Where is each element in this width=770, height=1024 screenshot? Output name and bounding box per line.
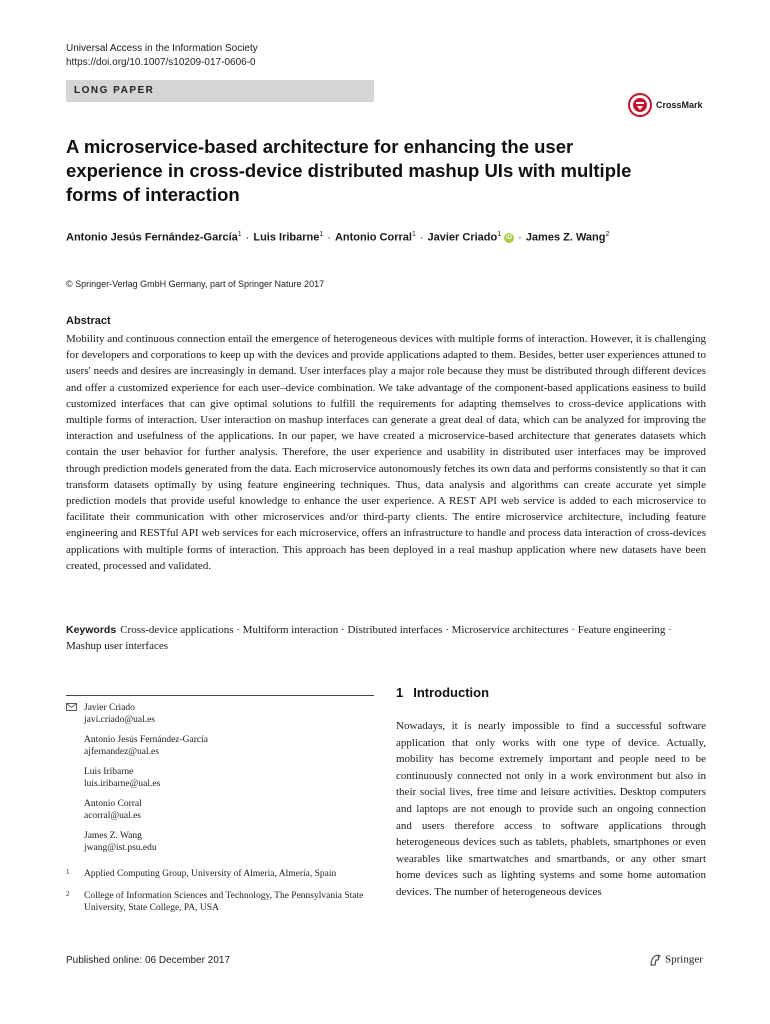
keywords-text: Cross-device applications · Multiform interaction · Distributed interfaces · Microservice architectures · Feature engineering · Mashup user interfaces	[66, 624, 672, 653]
author-separator: ·	[419, 231, 424, 244]
affiliation-entry	[66, 868, 366, 880]
affiliation-entry	[66, 890, 366, 914]
contact-entry	[66, 734, 366, 758]
affiliation-text: College of Information Sciences and Technology, The Pennsylvania State University, State College, PA, USA	[84, 891, 364, 913]
section-heading	[396, 685, 489, 700]
contact-entry	[66, 702, 366, 726]
author-name: Antonio Jesús Fernández-García	[66, 231, 238, 244]
contact-email[interactable]: ajfernandez@ual.es	[84, 747, 159, 757]
section-title: Introduction	[413, 685, 490, 700]
author-list	[66, 227, 706, 246]
introduction-text: Nowadays, it is nearly impossible to find a successful software application that only works with one type of device. Actually, mobility has become extremely important and people need to be continuously connected not only in a work environment but also in their social lives, free time and leisure activities. Desktop computers and laptops are not enough to provide such an ongoing connection and users therefore access to software applications through heterogeneous devices such as tablets, phablets, smartphones or even wearables like smartwatches and smartbands, or any other smart home devices such as lighting systems and some home automation devices. The number of heterogeneous devices	[396, 720, 706, 898]
contact-name: Javier Criado	[84, 703, 135, 713]
affiliation-number: 1	[66, 868, 70, 876]
journal-header	[66, 42, 258, 70]
section-number: 1	[396, 685, 404, 700]
author-affiliation-mark: 2	[605, 231, 610, 238]
author-separator: ·	[518, 231, 522, 244]
keywords-section	[66, 622, 706, 654]
orcid-icon[interactable]: iD	[506, 234, 513, 241]
author-affiliation-mark: 1	[319, 231, 324, 238]
affiliation-text: Applied Computing Group, University of Almeria, Almería, Spain	[84, 869, 337, 879]
crossmark-badge[interactable]	[628, 92, 710, 120]
article-type-label: LONG PAPER	[74, 85, 155, 96]
crossmark-icon	[628, 93, 652, 117]
author-separator: ·	[245, 231, 250, 244]
contact-email[interactable]: acorral@ual.es	[84, 811, 142, 821]
abstract-text: Mobility and continuous connection entail the emergence of heterogeneous devices with multiple forms of interaction. However, it is challenging for developers and corporations to keep up with the devices and provide applications adapted to them. Besides, better user experiences attuned to users' needs and desires are increasingly in demand. User interfaces play a major role because they must be distributed through different devices and offer a customized experience for each user–device combination. We take advantage of the component-based applications easiness to build customized interfaces that can give optimal solutions to fulfill the requirements for adapting themselves to cross-device applications with multiple forms of interaction. User interaction on mashup interfaces can generate a great deal of data, which can be analyzed for improving the interaction and usefulness of the applications. In our paper, we have created a microservice-based architecture that generates datasets which contain the user behavior for further analysis. Therefore, the user experience and usability in distributed user interfaces may be improved through prediction models generated from the data. Each microservice autonomously fetches its own data and performs consistently so that it can transform datasets optimally by using feature engineering techniques. Thus, data analysis and algorithms can create accurate yet simple prediction models that provide useful knowledge to enhance the user experience. A REST API web service is added to each microservice to facilitate their communication with other microservices and/or third-party clients. The entire microservice architecture, including feature engineering and RESTful API web services for each microservice, offers an infrastructure to handle and process data interaction of cross-devices applications with multiple forms of interaction. This approach has been deployed in a real mashup application where new datasets have been created, processed and validated.	[66, 333, 706, 572]
contact-entry	[66, 766, 366, 790]
springer-horse-icon	[648, 953, 662, 967]
correspondence-block	[66, 702, 366, 922]
contact-email[interactable]: luis.iribarne@ual.es	[84, 779, 161, 789]
contact-name: Antonio Corral	[84, 799, 142, 809]
author-name: Antonio Corral	[334, 231, 412, 244]
contact-name: James Z. Wang	[84, 831, 142, 841]
abstract-heading: Abstract	[66, 315, 111, 327]
contact-email[interactable]: javi.criado@ual.es	[84, 715, 155, 725]
contact-email[interactable]: jwang@ist.psu.edu	[84, 843, 157, 853]
author-name: Javier Criado	[427, 231, 498, 244]
copyright-notice: © Springer-Verlag GmbH Germany, part of Springer Nature 2017	[66, 279, 325, 289]
published-date: Published online: 06 December 2017	[66, 955, 230, 966]
contact-name: Antonio Jesús Fernández-García	[84, 735, 208, 745]
keywords-heading: Keywords	[66, 624, 117, 636]
footnote-divider	[66, 695, 374, 696]
doi-link[interactable]: https://doi.org/10.1007/s10209-017-0606-0	[66, 57, 256, 68]
author-name: Luis Iribarne	[253, 231, 320, 244]
crossmark-label: CrossMark	[656, 100, 703, 110]
author-affiliation-mark: 1	[237, 231, 242, 238]
author-affiliation-mark: 1	[411, 231, 416, 238]
contact-entry	[66, 798, 366, 822]
author-separator: ·	[327, 231, 331, 244]
author-affiliation-mark: 1	[497, 231, 502, 238]
affiliation-number: 2	[66, 890, 70, 898]
envelope-icon	[66, 703, 77, 711]
publisher-name: Springer	[665, 953, 703, 966]
paper-title: A microservice-based architecture for enhancing the user experience in cross-device distributed mashup UIs with multiple forms of interaction	[66, 136, 632, 205]
publisher-logo	[648, 953, 703, 967]
author-name: James Z. Wang	[525, 231, 606, 244]
journal-name: Universal Access in the Information Society	[66, 43, 258, 54]
contact-name: Luis Iribarne	[84, 767, 134, 777]
contact-entry	[66, 830, 366, 854]
article-type-band	[66, 80, 374, 102]
